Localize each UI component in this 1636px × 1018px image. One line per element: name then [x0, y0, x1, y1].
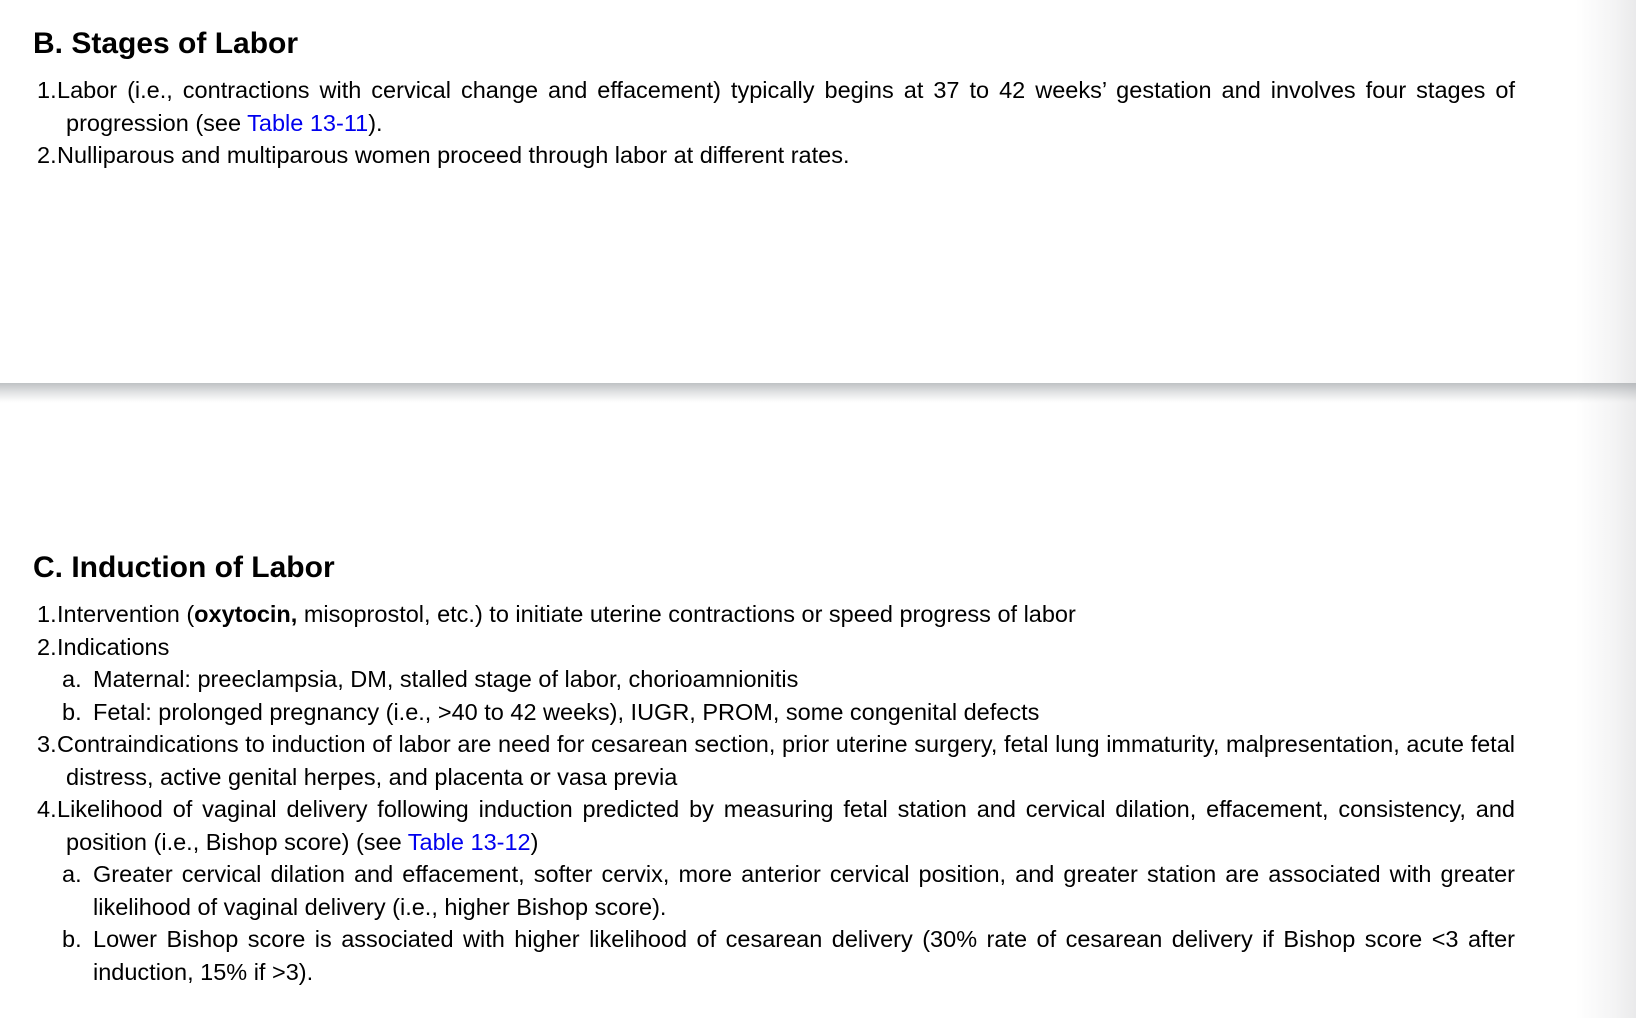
section-c-heading: C. Induction of Labor	[33, 551, 335, 584]
sub-item-text: Lower Bishop score is associated with higher likelihood of cesarean delivery (30% rate of cesarean delivery if Bishop score <3 after induction, 15% if >3).	[93, 926, 1515, 985]
list-item-text: Nulliparous and multiparous women proceed through labor at different rates.	[57, 142, 850, 168]
table-13-12-link[interactable]: Table 13-12	[407, 828, 531, 855]
list-item-text: Likelihood of vaginal delivery following induction predicted by measuring fetal station and cervical dilation, effacement, consistency, and position (i.e., Bishop score) (see	[57, 796, 1515, 855]
list-item-marker: 2.	[37, 142, 57, 168]
list-item-text: Contraindications to induction of labor are need for cesarean section, prior uterine surgery, fetal lung immaturity, malpresentation, acute fetal distress, active genital herpes, and placenta or vasa previa	[57, 731, 1515, 790]
page-break-divider	[0, 383, 1636, 403]
bold-term: oxytocin,	[194, 601, 298, 627]
sub-item-marker: a.	[62, 861, 82, 887]
sub-list-item	[0, 923, 1515, 988]
section-stages-of-labor	[0, 25, 1515, 172]
section-b-list	[0, 74, 1515, 172]
list-item-text: misoprostol, etc.) to initiate uterine contractions or speed progress of labor	[297, 601, 1076, 627]
list-item-marker: 1.	[37, 77, 57, 103]
table-13-11-link[interactable]: Table 13-11	[247, 109, 369, 136]
section-b-heading: B. Stages of Labor	[33, 27, 299, 60]
list-item	[0, 728, 1515, 793]
list-item-text: ).	[368, 109, 383, 136]
section-c-list	[0, 598, 1515, 988]
sub-item-text: Maternal: preeclampsia, DM, stalled stage of labor, chorioamnionitis	[93, 666, 799, 692]
list-item-marker: 2.	[37, 633, 57, 660]
sub-item-marker: b.	[62, 698, 82, 725]
sub-item-text: Greater cervical dilation and effacement, softer cervix, more anterior cervical position, and greater station are associated with greater likelihood of vaginal delivery (i.e., higher Bishop score).	[93, 861, 1515, 920]
list-item-text: )	[530, 828, 539, 855]
page-right-edge-shadow	[1576, 0, 1636, 1018]
sub-item-text: Fetal: prolonged pregnancy (i.e., >40 to 42 weeks), IUGR, PROM, some congenital defects	[93, 698, 1040, 725]
list-item-marker: 4.	[37, 796, 57, 822]
list-item	[0, 793, 1515, 858]
sub-item-marker: b.	[62, 926, 82, 952]
list-item	[0, 139, 1515, 172]
list-item-text: Intervention (	[57, 601, 195, 627]
list-item	[0, 631, 1515, 664]
list-item-marker: 3.	[37, 731, 57, 757]
list-item	[0, 74, 1515, 139]
section-induction-of-labor	[0, 549, 1515, 988]
list-item	[0, 598, 1515, 631]
list-item-text: Labor (i.e., contractions with cervical change and effacement) typically begins at 37 to 42 weeks’ gestation and involves four stages of progression (see	[57, 77, 1515, 136]
sub-list-item	[0, 663, 1515, 696]
sub-list-item	[0, 858, 1515, 923]
list-item-text: Indications	[57, 633, 170, 660]
sub-list-item	[0, 696, 1515, 729]
list-item-marker: 1.	[37, 601, 57, 627]
sub-item-marker: a.	[62, 666, 82, 692]
